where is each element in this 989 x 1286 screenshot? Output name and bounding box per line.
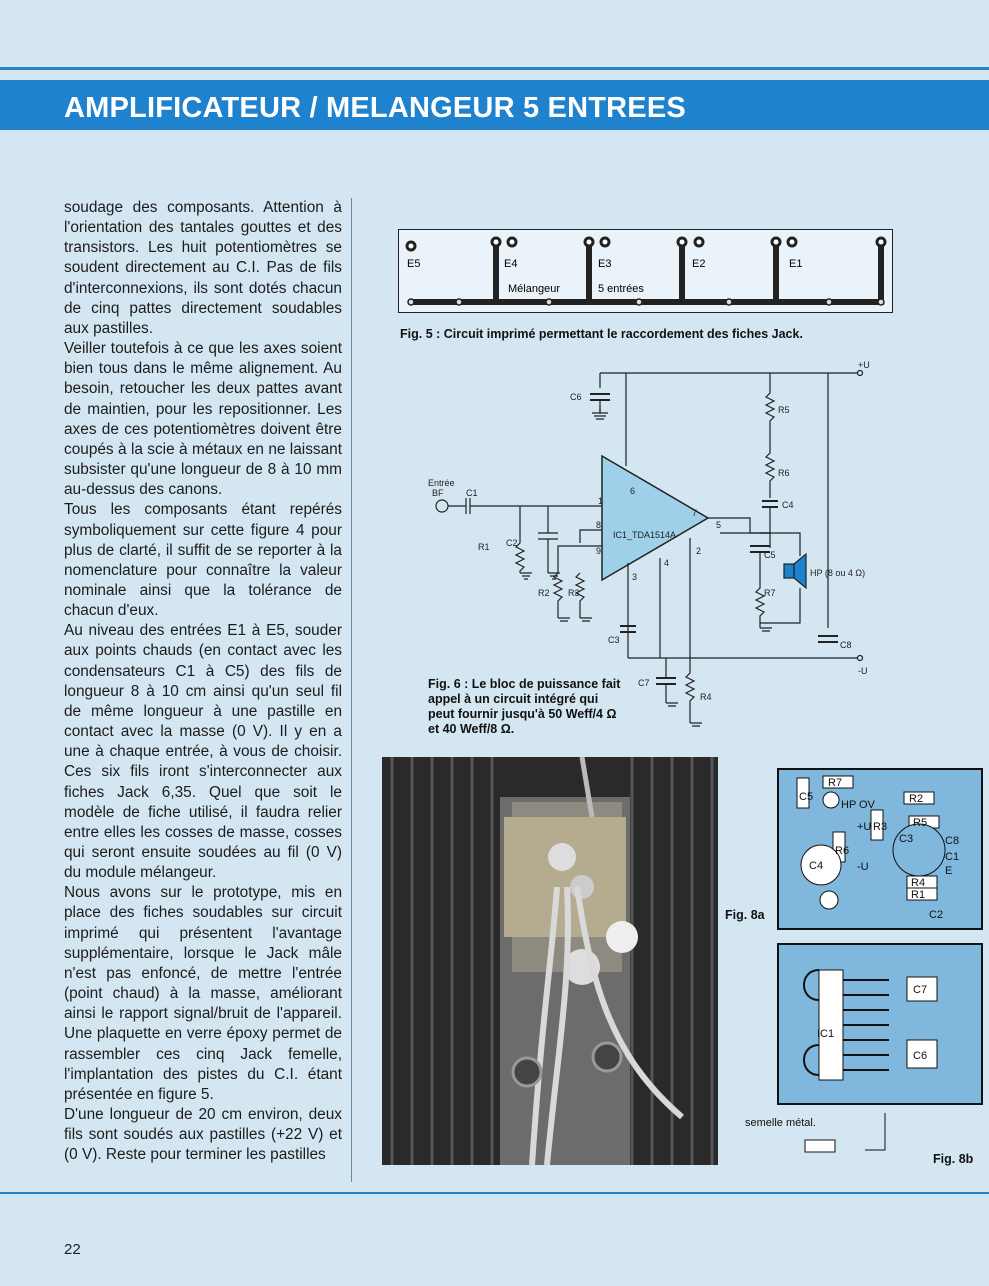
- fig8a-c4: C4: [809, 860, 824, 872]
- fig8b-c7: C7: [913, 984, 928, 996]
- fig6-c7: C7: [638, 678, 650, 688]
- fig8b-ic1: IC1: [817, 1028, 835, 1040]
- fig8a-c1: C1: [945, 851, 960, 863]
- fig8a-c5: C5: [799, 791, 814, 803]
- fig8a-r5: R5: [913, 817, 928, 829]
- fig6-c2: C2: [506, 538, 518, 548]
- top-rule: [0, 67, 989, 70]
- page-title: AMPLIFICATEUR / MELANGEUR 5 ENTREES: [64, 92, 686, 124]
- paragraph: Nous avons sur le prototype, mis en place des fiches soudables sur circuit imprimé qui présentent l'avantage supplémentaire, lorsque le Jack mâle n'est pas enfoncé, de mettre l'entrée (point chaud) à la masse, améliorant ainsi le rapport signal/bruit de l'appareil. Une plaquette en verre époxy permet de rassembler ces cinq Jack femelle, l'implantation des pistes du C.I. étant présentée en figure 5.: [64, 884, 342, 1103]
- fig8a-r3: R3: [873, 821, 888, 833]
- fig5-label-left: Mélangeur: [508, 283, 560, 295]
- fig6-speaker-label: HP (8 ou 4 Ω): [810, 568, 866, 578]
- fig6-pin-8: 8: [596, 520, 602, 530]
- fig6-r4: R4: [700, 692, 712, 702]
- fig8b-c6: C6: [913, 1050, 928, 1062]
- fig8a-r4: R4: [911, 877, 926, 889]
- fig5-caption: Fig. 5 : Circuit imprimé permettant le raccordement des fiches Jack.: [400, 327, 803, 341]
- fig6-pin-6: 6: [630, 486, 636, 496]
- paragraph: Au niveau des entrées E1 à E5, souder aux points chauds (en contact avec les condensateurs C1 à C5) des fils de longueur 8 à 10 cm ainsi qu'un seul fil de même longueur à une pastille en contact avec la masse (0 V). Il y en a une à chaque entrée, à vous de choisir. Ces six fils iront s'interconnecter aux fiches Jack 6,35. Quel que soit le modèle de fiche utilisé, il faudra relier entre elles les cosses de masse, cosses qui seront ensuite soudées au fil (0 V) du module mélangeur.: [64, 622, 342, 882]
- fig8a-ov: OV: [859, 799, 875, 811]
- fig6-pin-7: 7: [692, 508, 698, 518]
- title-band: [0, 80, 989, 130]
- fig8b-heatsink-note: [745, 1108, 895, 1163]
- fig6-c5: C5: [764, 550, 776, 560]
- fig8b-component-layout: [777, 943, 983, 1105]
- fig6-caption: Fig. 6 : Le bloc de puissance fait appel à un circuit intégré qui peut fournir jusqu'à 50 Weff/4 Ω et 40 Weff/8 Ω.: [428, 677, 621, 736]
- fig6-pin-5: 5: [716, 520, 722, 530]
- fig6-ic-label: IC1_TDA1514A: [613, 530, 677, 540]
- fig8a-r6: R6: [835, 845, 850, 857]
- fig8a-r1: R1: [911, 889, 926, 901]
- fig6-pin-2: 2: [696, 546, 702, 556]
- fig8a-hp: HP: [841, 799, 857, 811]
- fig6-c6: C6: [570, 392, 582, 402]
- fig6-pin-9: 9: [596, 546, 602, 556]
- fig6-r5: R5: [778, 405, 790, 415]
- fig6-supply-neg: -U: [858, 666, 868, 676]
- fig6-input-label-bf: BF: [432, 488, 444, 498]
- fig6-c1: C1: [466, 488, 478, 498]
- fig5-input-e3: E3: [598, 258, 612, 270]
- fig8a-label: Fig. 8a: [725, 908, 765, 922]
- fig6-c3: C3: [608, 635, 620, 645]
- fig6-c4: C4: [782, 500, 794, 510]
- paragraph: Veiller toutefois à ce que les axes soient bien tous dans le même alignement. Au besoin, retoucher les deux pattes avant de maintien, pour les repositionner. Les axes de ces potentiomètres doivent être coupés à la scie à métaux en ne laissant subsister qu'une longueur de 8 à 10 mm au-dessus des canons.: [64, 340, 342, 499]
- fig8a-c2: C2: [929, 909, 944, 921]
- page-number: 22: [64, 1241, 81, 1258]
- fig5-input-e1: E1: [789, 258, 803, 270]
- fig5-input-e5: E5: [407, 258, 421, 270]
- bottom-rule: [0, 1192, 989, 1194]
- fig8a-plus-u: +U: [857, 821, 872, 833]
- fig6-pin-1: 1: [598, 496, 604, 506]
- fig6-r3: R3: [568, 588, 580, 598]
- fig8a-e: E: [945, 865, 953, 877]
- fig6-r6: R6: [778, 468, 790, 478]
- fig8a-c3: C3: [899, 833, 914, 845]
- fig6-c8: C8: [840, 640, 852, 650]
- fig6-pin-4: 4: [664, 558, 670, 568]
- paragraph: Tous les composants étant repérés symboliquement sur cette figure 4 pour plus de clarté, il suffit de se reporter à la nomenclature pour connaître la valeur nominale ainsi que la tolérance de chacun d'eux.: [64, 501, 342, 620]
- fig6-r7: R7: [764, 588, 776, 598]
- paragraph: soudage des composants. Attention à l'orientation des tantales gouttes et des transistors. Les huit potentiomètres se soudent directement au C.I. Pas de fils d'interconnexions, ils sont dotés chacun de cinq pattes directement soudables aux pastilles.: [64, 199, 342, 337]
- prototype-photo: [382, 757, 718, 1165]
- fig5-pcb-layout: [398, 229, 893, 313]
- fig6-input-label: Entrée: [428, 478, 455, 488]
- fig6-supply-pos: +U: [858, 360, 870, 370]
- fig8a-r7: R7: [828, 777, 843, 789]
- fig6-r2: R2: [538, 588, 550, 598]
- fig8b-label: Fig. 8b: [933, 1152, 974, 1166]
- fig8a-component-layout: [777, 768, 983, 930]
- paragraph: D'une longueur de 20 cm environ, deux fils sont soudés aux pastilles (+22 V) et (0 V). Reste pour terminer les pastilles: [64, 1106, 342, 1164]
- fig6-pin-3: 3: [632, 572, 638, 582]
- column-divider: [351, 198, 352, 1182]
- fig5-input-e2: E2: [692, 258, 706, 270]
- fig8b-note: semelle métal.: [745, 1117, 816, 1129]
- fig5-label-right: 5 entrées: [598, 283, 644, 295]
- fig8a-r2: R2: [909, 793, 924, 805]
- article-body: [64, 198, 342, 1166]
- fig8a-minus-u: -U: [857, 861, 869, 873]
- fig5-input-e4: E4: [504, 258, 518, 270]
- fig8a-c8: C8: [945, 835, 960, 847]
- fig6-r1: R1: [478, 542, 490, 552]
